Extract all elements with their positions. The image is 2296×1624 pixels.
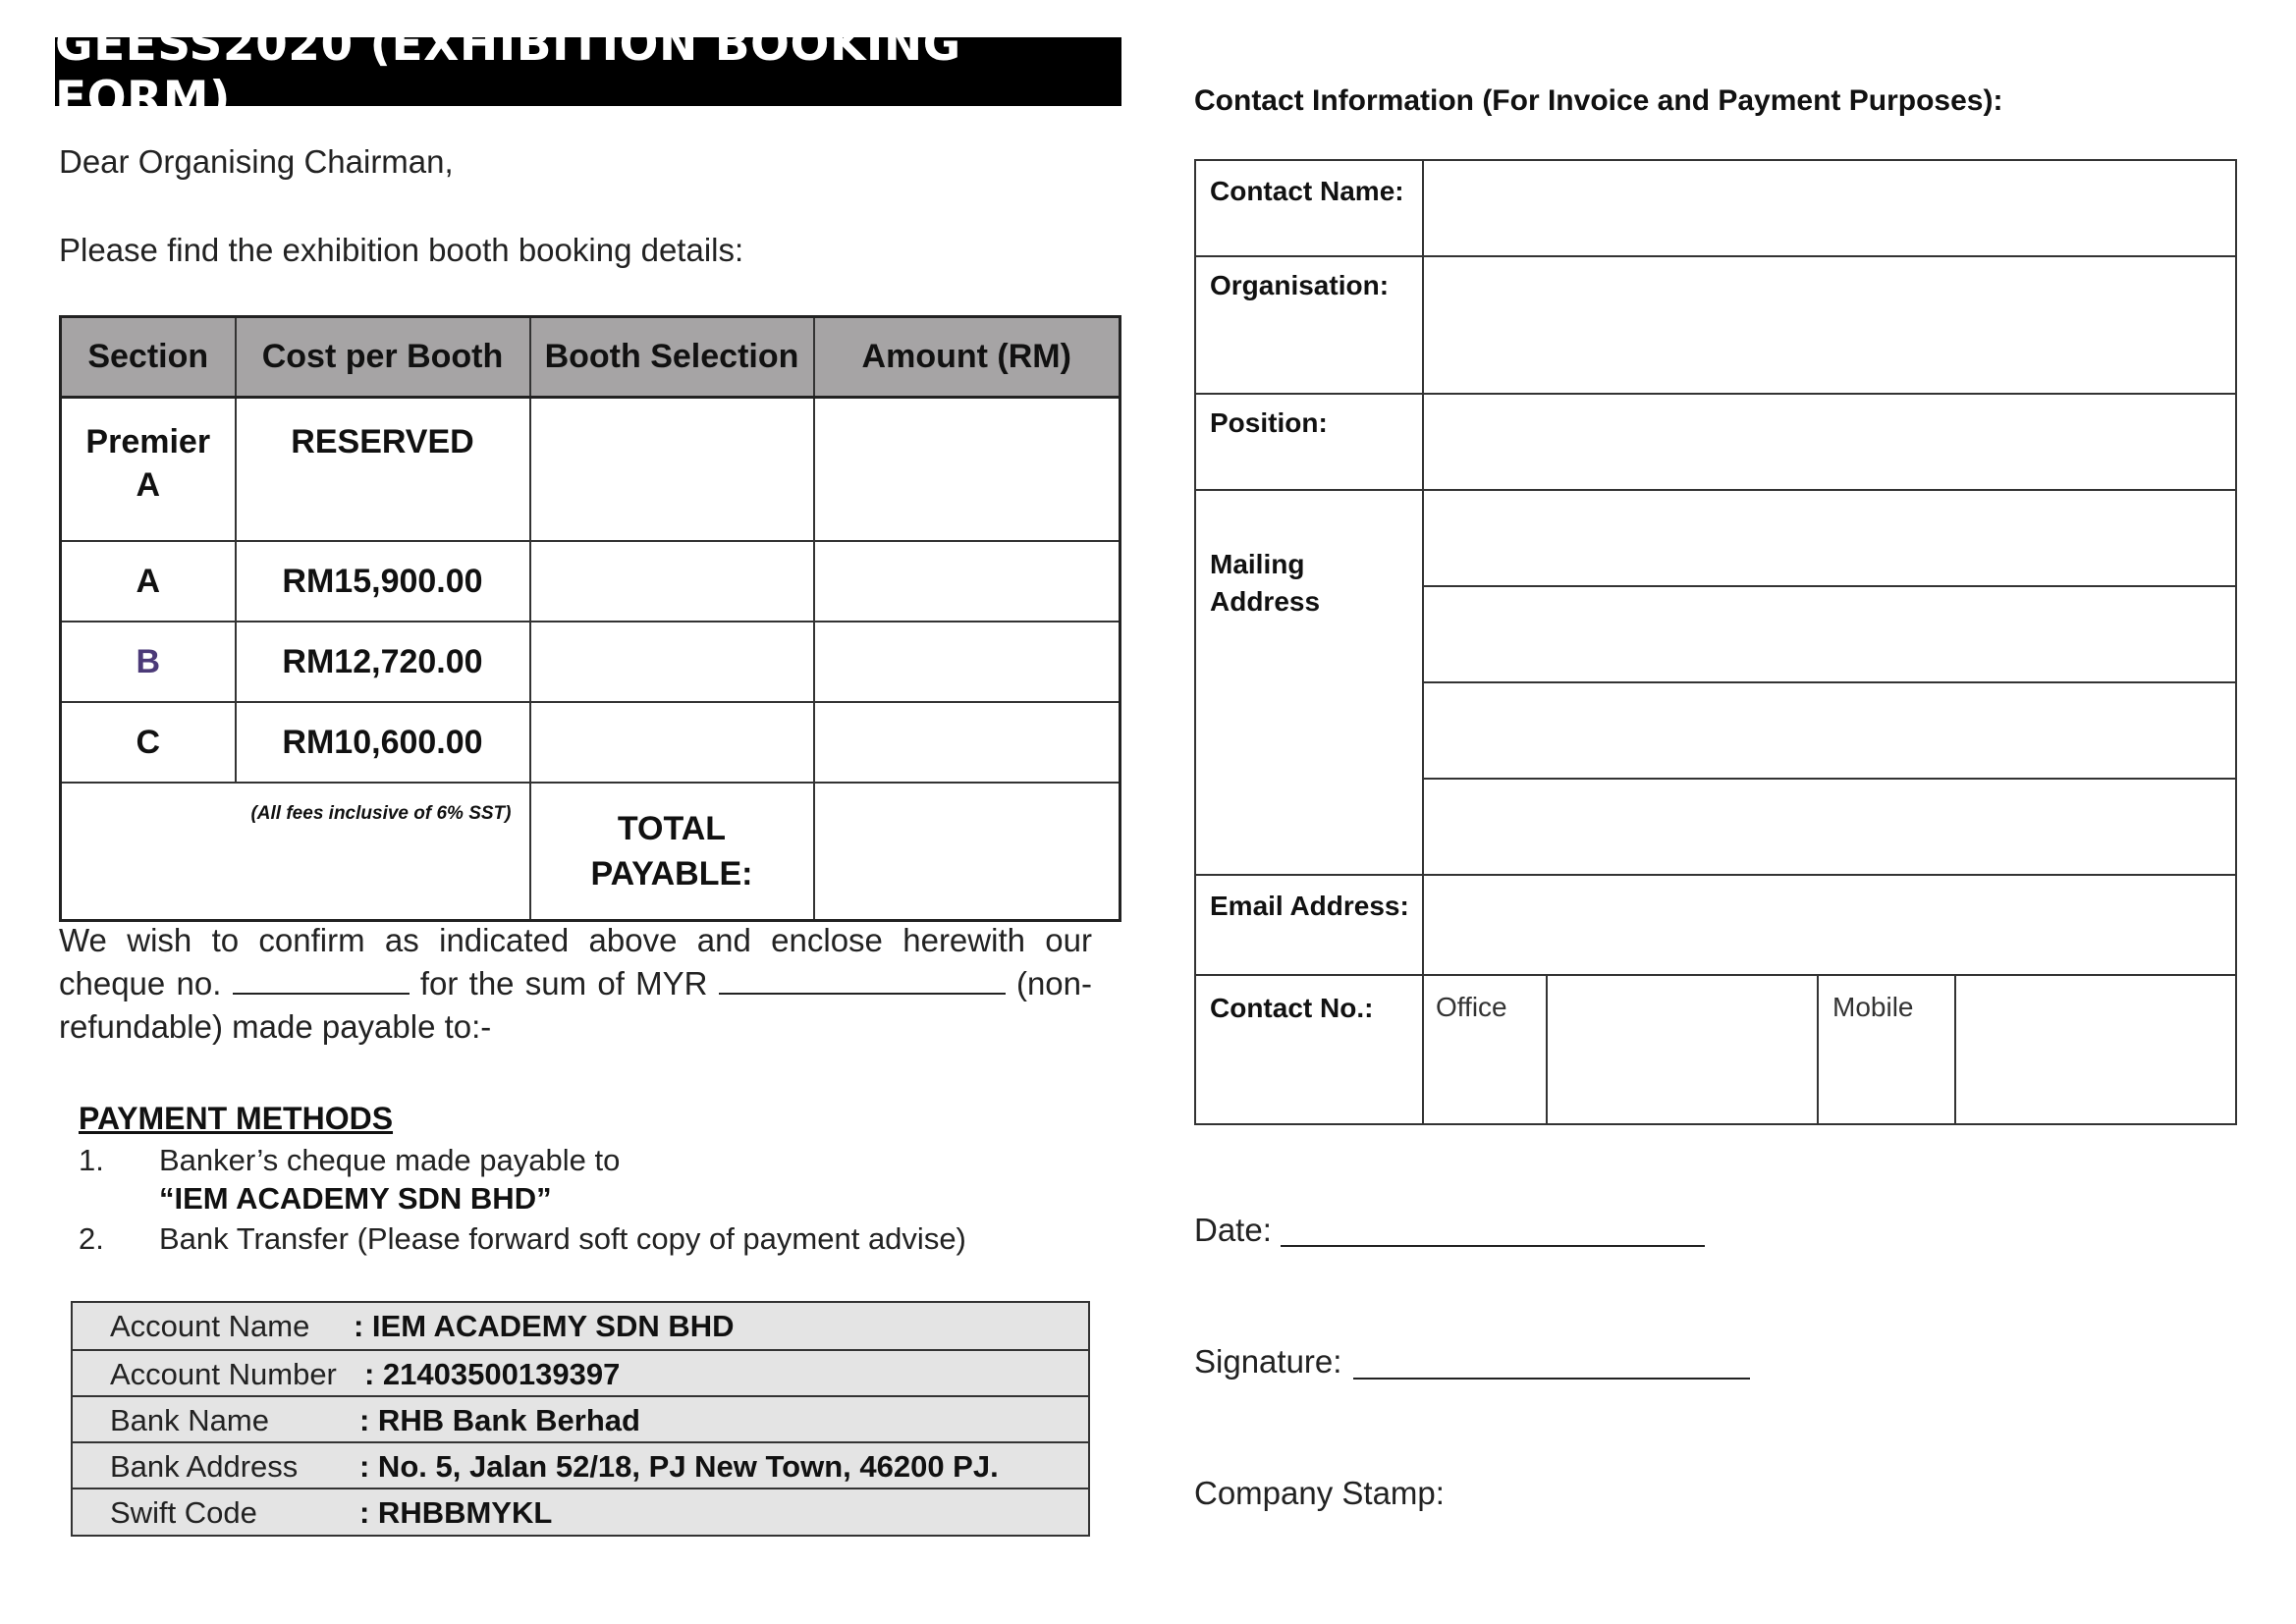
confirmation-text-1: We wish to confirm as indicated above and enclose herewith our cheque no. [59, 922, 1092, 1001]
payment-item-text: Banker’s cheque made payable to [159, 1143, 621, 1177]
cost-cell: RESERVED [236, 398, 530, 542]
signature-field[interactable] [1353, 1378, 1750, 1380]
payment-methods-heading: PAYMENT METHODS [79, 1101, 394, 1136]
payment-item-text: Bank Transfer (Please forward soft copy of payment advise) [159, 1221, 966, 1256]
company-stamp-label: Company Stamp: [1194, 1475, 1445, 1511]
mailing-address-line-3[interactable] [1424, 683, 2235, 778]
account-row [73, 1349, 1088, 1397]
booth-selection-field[interactable] [530, 541, 814, 622]
table-row [61, 541, 1121, 622]
total-payable-field[interactable] [814, 783, 1121, 921]
account-row [73, 1395, 1088, 1443]
account-row [73, 1303, 1088, 1349]
account-label: Account Number [110, 1356, 337, 1391]
total-row [61, 783, 1121, 921]
mailing-address-label-line2: Address [1210, 586, 1321, 617]
contact-info-table [1194, 159, 2237, 1125]
cheque-number-field[interactable] [233, 965, 410, 995]
section-cell: B [61, 622, 236, 702]
account-value: : IEM ACADEMY SDN BHD [354, 1308, 735, 1343]
table-row [61, 398, 1121, 542]
contact-name-label: Contact Name: [1210, 176, 1404, 206]
section-cell: C [61, 702, 236, 783]
contact-no-label: Contact No.: [1210, 993, 1374, 1023]
organisation-label: Organisation: [1210, 270, 1390, 300]
total-payable-label: TOTAL PAYABLE: [530, 783, 814, 921]
table-row [61, 702, 1121, 783]
account-value: : 21403500139397 [364, 1356, 621, 1391]
section-cell: A [61, 541, 236, 622]
table-row [61, 622, 1121, 702]
cost-cell: RM15,900.00 [236, 541, 530, 622]
account-label: Account Name [110, 1308, 310, 1343]
mailing-address-line-2[interactable] [1424, 587, 2235, 681]
contact-info-heading: Contact Information (For Invoice and Payment Purposes): [1194, 84, 2003, 117]
column-divider [1817, 974, 1819, 1123]
confirmation-text-2: for the sum of MYR [419, 965, 708, 1001]
amount-field[interactable] [814, 702, 1121, 783]
booth-booking-table [59, 315, 1121, 922]
bank-account-box [71, 1301, 1090, 1537]
sst-note: (All fees inclusive of 6% SST) [61, 783, 530, 921]
cost-cell: RM12,720.00 [236, 622, 530, 702]
booth-selection-field[interactable] [530, 702, 814, 783]
amount-field[interactable] [814, 541, 1121, 622]
company-stamp-area[interactable] [1194, 1522, 2078, 1610]
mailing-address-line-1[interactable] [1424, 491, 2235, 585]
date-field[interactable] [1281, 1245, 1705, 1247]
account-value: : RHB Bank Berhad [359, 1402, 640, 1437]
form-title: GEESS2020 (EXHIBITION BOOKING FORM) [55, 37, 1121, 106]
office-phone-field[interactable] [1548, 976, 1817, 1123]
booth-selection-field[interactable] [530, 398, 814, 542]
payee-name: “IEM ACADEMY SDN BHD” [159, 1181, 552, 1216]
account-row [73, 1488, 1088, 1536]
header-section: Section [61, 317, 236, 398]
account-label: Bank Name [110, 1402, 269, 1437]
header-cost: Cost per Booth [236, 317, 530, 398]
table-header-row [61, 317, 1121, 398]
salutation: Dear Organising Chairman, [59, 143, 454, 180]
organisation-field[interactable] [1424, 257, 2235, 393]
intro-text: Please find the exhibition booth booking details: [59, 232, 744, 268]
mailing-address-label-line1: Mailing [1210, 549, 1305, 579]
position-label: Position: [1210, 407, 1328, 438]
position-field[interactable] [1424, 395, 2235, 489]
account-row [73, 1441, 1088, 1489]
email-address-label: Email Address: [1210, 891, 1409, 921]
cost-cell: RM10,600.00 [236, 702, 530, 783]
sum-field[interactable] [719, 965, 1006, 995]
email-address-field[interactable] [1424, 876, 2235, 974]
confirmation-paragraph [59, 919, 1092, 1049]
mobile-label: Mobile [1832, 992, 1914, 1022]
account-label: Swift Code [110, 1494, 257, 1530]
date-label: Date: [1194, 1212, 1272, 1248]
mailing-address-line-4[interactable] [1424, 780, 2235, 874]
header-amount: Amount (RM) [814, 317, 1121, 398]
amount-field[interactable] [814, 622, 1121, 702]
confirmation-text-3: (non-refundable) made payable to:- [59, 965, 1092, 1045]
account-value: : RHBBMYKL [359, 1494, 553, 1530]
mobile-phone-field[interactable] [1956, 976, 2235, 1123]
header-selection: Booth Selection [530, 317, 814, 398]
signature-label: Signature: [1194, 1343, 1342, 1380]
account-label: Bank Address [110, 1448, 299, 1484]
payment-item-number: 1. [79, 1143, 104, 1177]
payment-item-number: 2. [79, 1221, 104, 1256]
account-value: : No. 5, Jalan 52/18, PJ New Town, 46200 PJ. [359, 1448, 999, 1484]
section-cell: Premier A [61, 398, 236, 542]
office-label: Office [1436, 992, 1507, 1022]
amount-field[interactable] [814, 398, 1121, 542]
contact-name-field[interactable] [1424, 161, 2235, 255]
booth-selection-field[interactable] [530, 622, 814, 702]
